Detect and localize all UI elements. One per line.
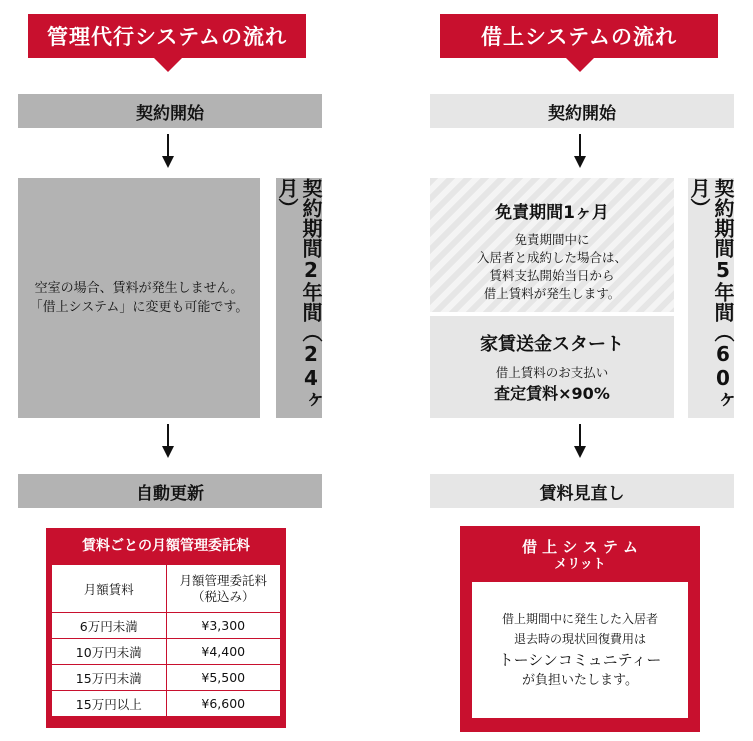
table-row bbox=[52, 665, 281, 691]
fee-table-header-fee-line1: 月額管理委託料 bbox=[179, 572, 267, 588]
fee-table-header-fee-line2: （税込み） bbox=[191, 588, 255, 604]
fee-table-title: 賃料ごとの月額管理委託料 bbox=[82, 538, 250, 554]
right-arrow-1-line bbox=[579, 134, 581, 158]
table-row bbox=[52, 691, 281, 717]
merit-body bbox=[472, 582, 688, 718]
left-banner-pointer bbox=[154, 58, 182, 72]
fee-row-fee: ¥4,400 bbox=[166, 639, 281, 665]
free-period-line1: 免責期間中に bbox=[514, 232, 590, 247]
fee-row-rent: 10万円未満 bbox=[52, 639, 167, 665]
left-arrow-2-line bbox=[167, 424, 169, 448]
left-vacancy-box bbox=[18, 178, 260, 418]
right-period-label: 契約期間5年間（60ヶ月） bbox=[688, 178, 734, 418]
free-period-line4: 借上賃料が発生します。 bbox=[483, 286, 621, 301]
table-row bbox=[52, 613, 281, 639]
remit-title: 家賃送金スタート bbox=[480, 334, 624, 355]
left-vacancy-line2: 「借上システム」に変更も可能です。 bbox=[29, 300, 249, 315]
right-banner: 借上システムの流れ bbox=[440, 14, 718, 58]
free-period-line2: 入居者と成約した場合は、 bbox=[476, 250, 627, 265]
fee-row-rent: 15万円以上 bbox=[52, 691, 167, 717]
fee-row-fee: ¥5,500 bbox=[166, 665, 281, 691]
free-period-line3: 賃料支払開始当日から bbox=[489, 268, 615, 283]
fee-table bbox=[51, 564, 281, 717]
left-end-bar: 自動更新 bbox=[18, 474, 322, 508]
right-end-bar: 賃料見直し bbox=[430, 474, 734, 508]
left-arrow-1-line bbox=[167, 134, 169, 158]
merit-title: 借 上 シ ス テ ム bbox=[521, 538, 639, 556]
free-period-title: 免責期間1ヶ月 bbox=[495, 203, 609, 223]
left-vacancy-line1: 空室の場合、賃料が発生しません。 bbox=[34, 281, 244, 296]
left-arrow-2-head bbox=[162, 446, 174, 458]
fee-row-rent: 15万円未満 bbox=[52, 665, 167, 691]
fee-row-fee: ¥6,600 bbox=[166, 691, 281, 717]
fee-row-rent: 6万円未満 bbox=[52, 613, 167, 639]
right-arrow-2-head bbox=[574, 446, 586, 458]
table-row bbox=[52, 639, 281, 665]
merit-subtitle: メリット bbox=[554, 557, 606, 572]
right-start-bar: 契約開始 bbox=[430, 94, 734, 128]
merit-line4: が負担いたします。 bbox=[522, 673, 638, 688]
remit-box bbox=[430, 316, 674, 418]
fee-row-fee: ¥3,300 bbox=[166, 613, 281, 639]
fee-table-header-fee bbox=[166, 565, 281, 613]
merit-panel bbox=[460, 526, 700, 732]
right-arrow-1-head bbox=[574, 156, 586, 168]
merit-line2: 退去時の現状回復費用は bbox=[513, 632, 646, 646]
right-banner-pointer bbox=[566, 58, 594, 72]
left-period-label: 契約期間2年間（24ヶ月） bbox=[276, 178, 322, 418]
merit-line3: トーシンコミュニティー bbox=[498, 651, 662, 669]
free-period-box bbox=[430, 178, 674, 312]
remit-line2: 査定賃料×90% bbox=[494, 384, 610, 403]
left-arrow-1-head bbox=[162, 156, 174, 168]
left-banner: 管理代行システムの流れ bbox=[28, 14, 306, 58]
fee-table-panel bbox=[46, 528, 286, 728]
left-start-bar: 契約開始 bbox=[18, 94, 322, 128]
merit-line1: 借上期間中に発生した入居者 bbox=[501, 612, 658, 626]
remit-line1: 借上賃料のお支払い bbox=[495, 365, 609, 380]
fee-table-header-rent: 月額賃料 bbox=[52, 565, 167, 613]
right-arrow-2-line bbox=[579, 424, 581, 448]
